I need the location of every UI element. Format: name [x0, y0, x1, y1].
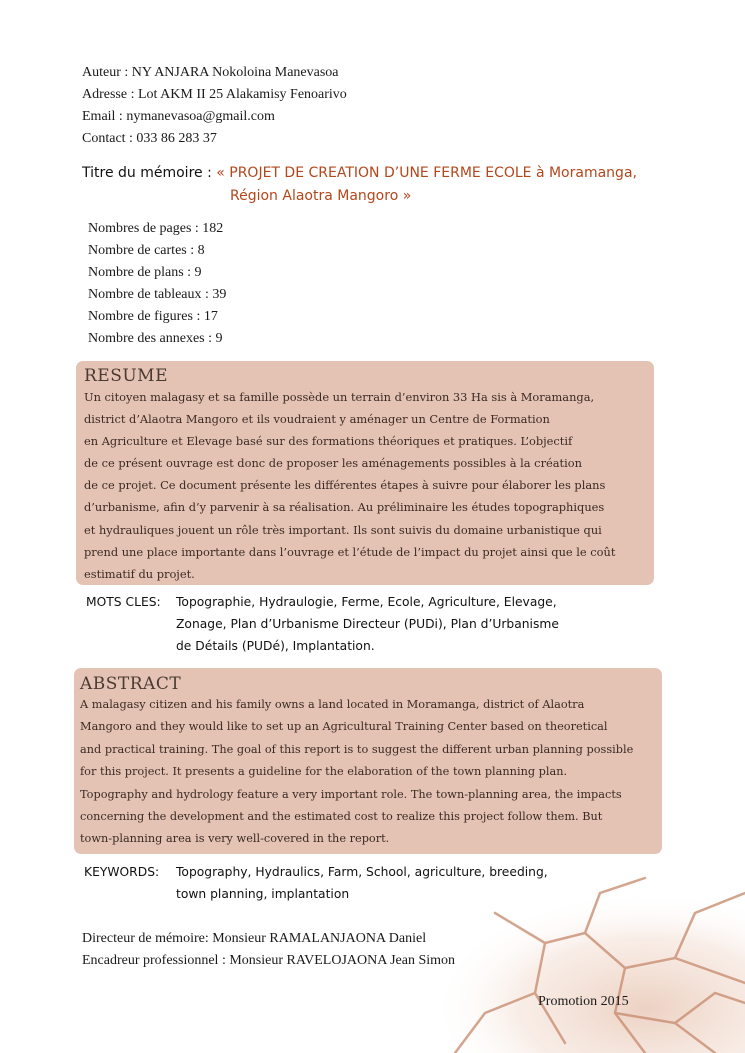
- resume-line: d’urbanisme, afin d’y parvenir à sa réalisation. Au préliminaire les études topographiques: [84, 500, 605, 515]
- keywords-line: Topography, Hydraulics, Farm, School, agriculture, breeding,: [176, 865, 548, 879]
- supervision-info: [82, 928, 455, 972]
- abstract-line: Mangoro and they would like to set up an Agricultural Training Center based on theoretical: [80, 720, 608, 734]
- abstract-line: town-planning area is very well-covered in the report.: [80, 832, 390, 846]
- resume-line: estimatif du projet.: [84, 566, 195, 581]
- keywords-line: town planning, implantation: [176, 887, 350, 901]
- mots-cles-line: Zonage, Plan d’Urbanisme Directeur (PUDi), Plan d’Urbanisme: [176, 617, 559, 631]
- resume-heading: RESUME: [84, 366, 168, 386]
- resume-text: [84, 386, 654, 585]
- abstract-line: for this project. It presents a guideline for the elaboration of the town planning plan.: [80, 765, 568, 779]
- stat-annexes: Nombre des annexes : 9: [88, 331, 223, 346]
- abstract-box: [74, 668, 662, 854]
- memoire-title-label: Titre du mémoire :: [82, 165, 217, 181]
- author-contact: Contact : 033 86 283 37: [82, 131, 217, 146]
- memoire-title-line2: Région Alaotra Mangoro »: [230, 188, 412, 204]
- stat-plans: Nombre de plans : 9: [88, 265, 202, 280]
- author-name: Auteur : NY ANJARA Nokoloina Manevasoa: [82, 65, 339, 80]
- promotion-year: Promotion 2015: [538, 994, 629, 1009]
- memoire-title: [82, 162, 637, 208]
- resume-line: en Agriculture et Elevage basé sur des formations théoriques et pratiques. L’objectif: [84, 434, 573, 449]
- abstract-heading: ABSTRACT: [80, 674, 182, 694]
- abstract-line: and practical training. The goal of this report is to suggest the different urban planning possible: [80, 742, 634, 756]
- mots-cles: [86, 591, 559, 657]
- resume-line: district d’Alaotra Mangoro et ils voudraient y aménager un Centre de Formation: [84, 412, 550, 427]
- author-email: Email : nymanevasoa@gmail.com: [82, 109, 275, 124]
- stat-tableaux: Nombre de tableaux : 39: [88, 287, 227, 302]
- resume-line: de ce présent ouvrage est donc de proposer les aménagements possibles à la création: [84, 456, 582, 471]
- abstract-line: A malagasy citizen and his family owns a land located in Moramanga, district of Alaotra: [80, 698, 585, 711]
- resume-line: de ce projet. Ce document présente les différentes étapes à suivre pour élaborer les plans: [84, 478, 606, 493]
- abstract-line: Topography and hydrology feature a very important role. The town-planning area, the impacts: [80, 787, 622, 801]
- author-address: Adresse : Lot AKM II 25 Alakamisy Fenoarivo: [82, 87, 347, 102]
- stat-cartes: Nombre de cartes : 8: [88, 243, 205, 258]
- stat-figures: Nombre de figures : 17: [88, 309, 218, 324]
- keywords-label: KEYWORDS:: [84, 865, 160, 879]
- memoire-title-line1: « PROJET DE CREATION D’UNE FERME ECOLE à Moramanga,: [216, 165, 637, 181]
- resume-box: [76, 361, 654, 585]
- document-stats: [88, 218, 226, 350]
- encadreur-professionnel: Encadreur professionnel : Monsieur RAVELOJAONA Jean Simon: [82, 953, 456, 968]
- stat-pages: Nombres de pages : 182: [88, 221, 224, 236]
- mots-cles-label: MOTS CLES:: [86, 595, 161, 609]
- author-info: [82, 62, 347, 150]
- resume-line: et hydrauliques jouent un rôle très important. Ils sont suivis du domaine urbanistique qui: [84, 522, 602, 537]
- resume-line: Un citoyen malagasy et sa famille possède un terrain d’environ 33 Ha sis à Moramanga,: [84, 390, 595, 404]
- resume-line: prend une place importante dans l’ouvrage et l’étude de l’impact du projet ainsi que le coût: [84, 544, 616, 559]
- directeur-memoire: Directeur de mémoire: Monsieur RAMALANJAONA Daniel: [82, 931, 427, 946]
- keywords: [84, 861, 548, 905]
- mots-cles-line: de Détails (PUDé), Implantation.: [176, 639, 375, 653]
- abstract-text: [80, 694, 662, 851]
- mots-cles-line: Topographie, Hydraulogie, Ferme, Ecole, Agriculture, Elevage,: [176, 595, 557, 609]
- abstract-line: concerning the development and the estimated cost to realize this project follow them. But: [80, 810, 603, 824]
